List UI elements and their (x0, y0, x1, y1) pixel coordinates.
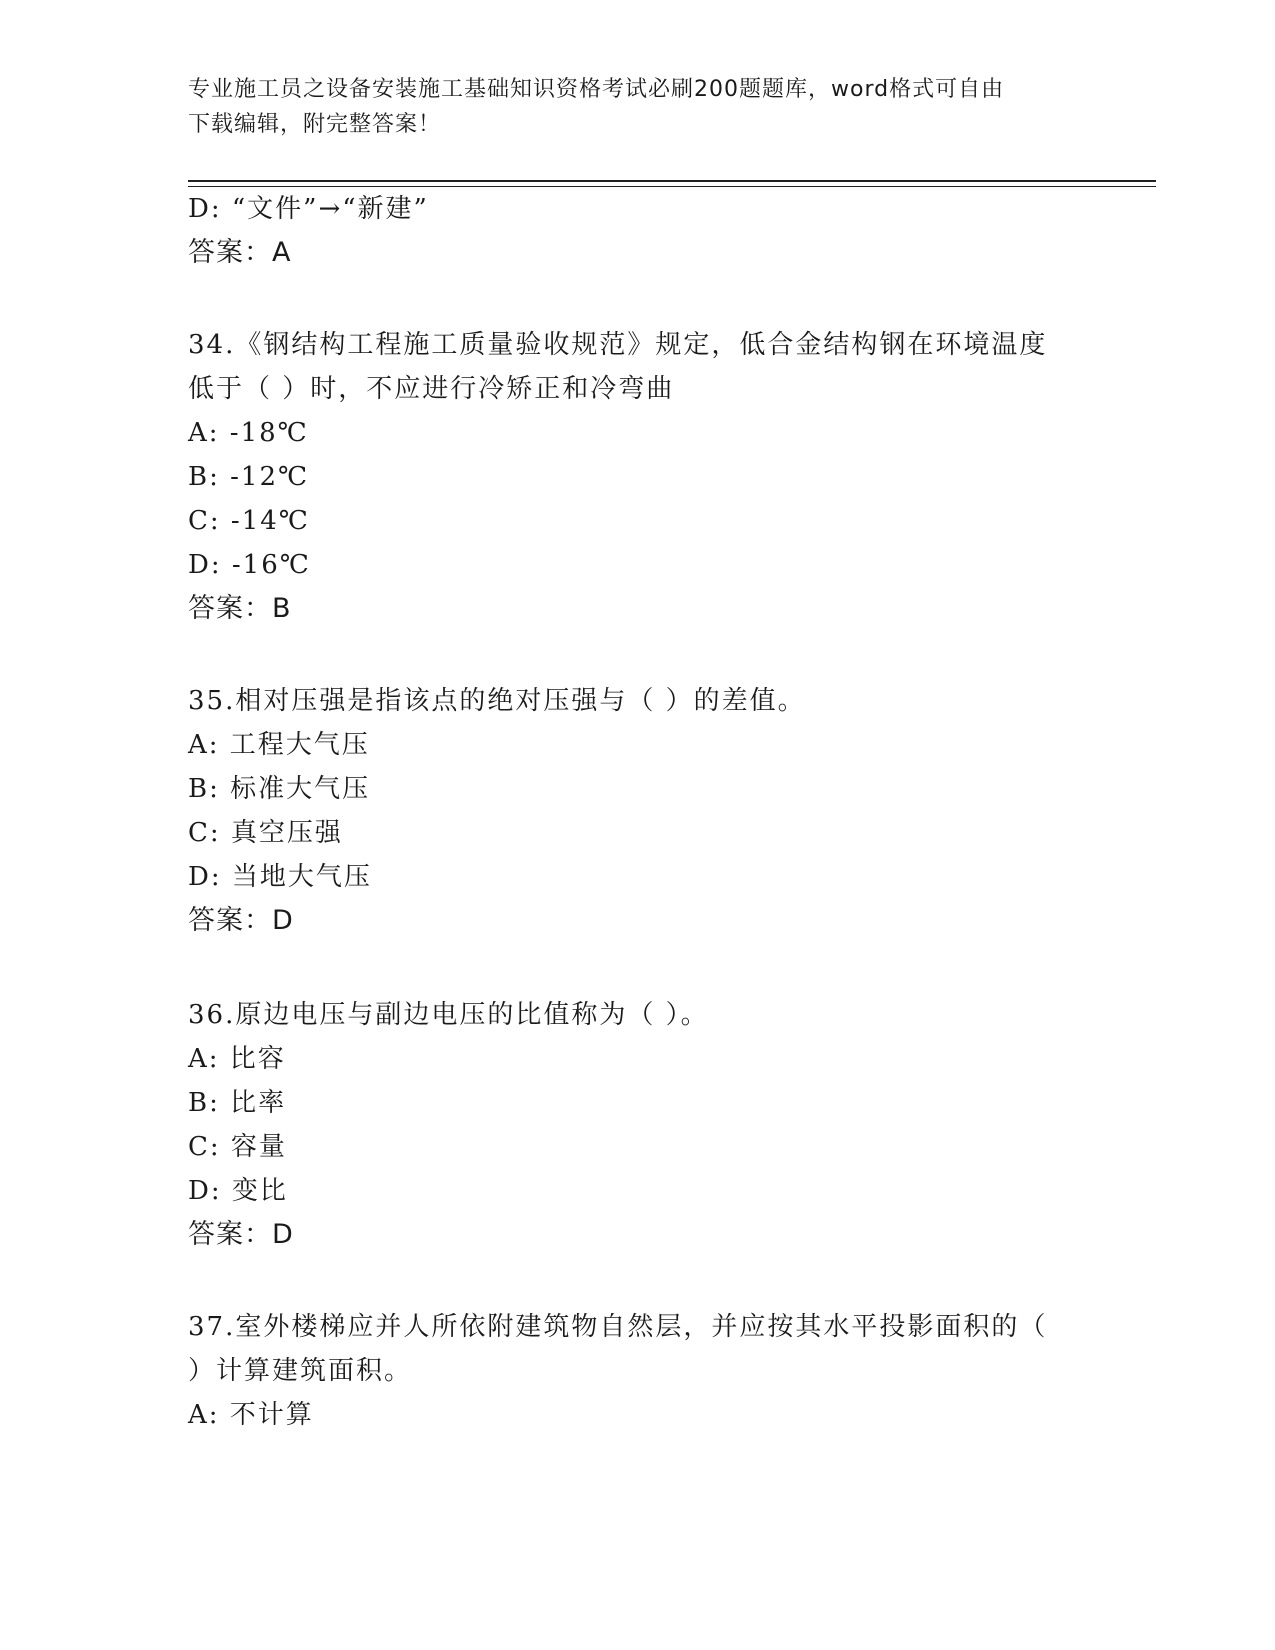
q35-answer: 答案：D (188, 905, 294, 936)
header-line-2: 下载编辑，附完整答案！ (188, 112, 442, 137)
q35-option-a: A: 工程大气压 (188, 730, 370, 760)
q36-option-c: C: 容量 (188, 1132, 287, 1162)
q37-stem-line-1: 37.室外楼梯应并人所依附建筑物自然层，并应按其水平投影面积的（ (188, 1312, 1048, 1342)
q35-option-b: B: 标准大气压 (188, 774, 371, 804)
q36-answer: 答案：D (188, 1219, 294, 1250)
q37-option-a: A: 不计算 (188, 1400, 314, 1430)
q34-answer: 答案：B (188, 593, 292, 624)
document-header (188, 72, 1068, 142)
header-divider (188, 180, 1156, 182)
q35-option-d: D: 当地大气压 (188, 862, 372, 892)
q34-option-a: A: -18℃ (188, 418, 309, 448)
q34-option-d: D: -16℃ (188, 550, 311, 580)
q35-stem-line-1: 35.相对压强是指该点的绝对压强与（ ）的差值。 (188, 686, 806, 716)
q34-option-b: B: -12℃ (188, 462, 310, 492)
q36-option-d: D: 变比 (188, 1176, 288, 1206)
q35-option-c: C: 真空压强 (188, 818, 343, 848)
header-line-1: 专业施工员之设备安装施工基础知识资格考试必刷200题题库，word格式可自由 (188, 77, 1005, 102)
q36-stem-line-1: 36.原边电压与副边电压的比值称为（ ）。 (188, 1000, 709, 1030)
q37-stem-line-2: ）计算建筑面积。 (188, 1356, 413, 1386)
q36-option-b: B: 比率 (188, 1088, 287, 1118)
header-divider-thin (188, 186, 1156, 187)
q34-stem-line-1: 34.《钢结构工程施工质量验收规范》规定，低合金结构钢在环境温度 (188, 330, 1048, 360)
q34-stem-line-2: 低于（ ）时，不应进行冷矫正和冷弯曲 (188, 374, 675, 404)
q36-option-a: A: 比容 (188, 1044, 286, 1074)
q33-answer: 答案：A (188, 237, 292, 268)
q33-option-d: D: “文件”→“新建” (188, 194, 429, 224)
q34-option-c: C: -14℃ (188, 506, 310, 536)
